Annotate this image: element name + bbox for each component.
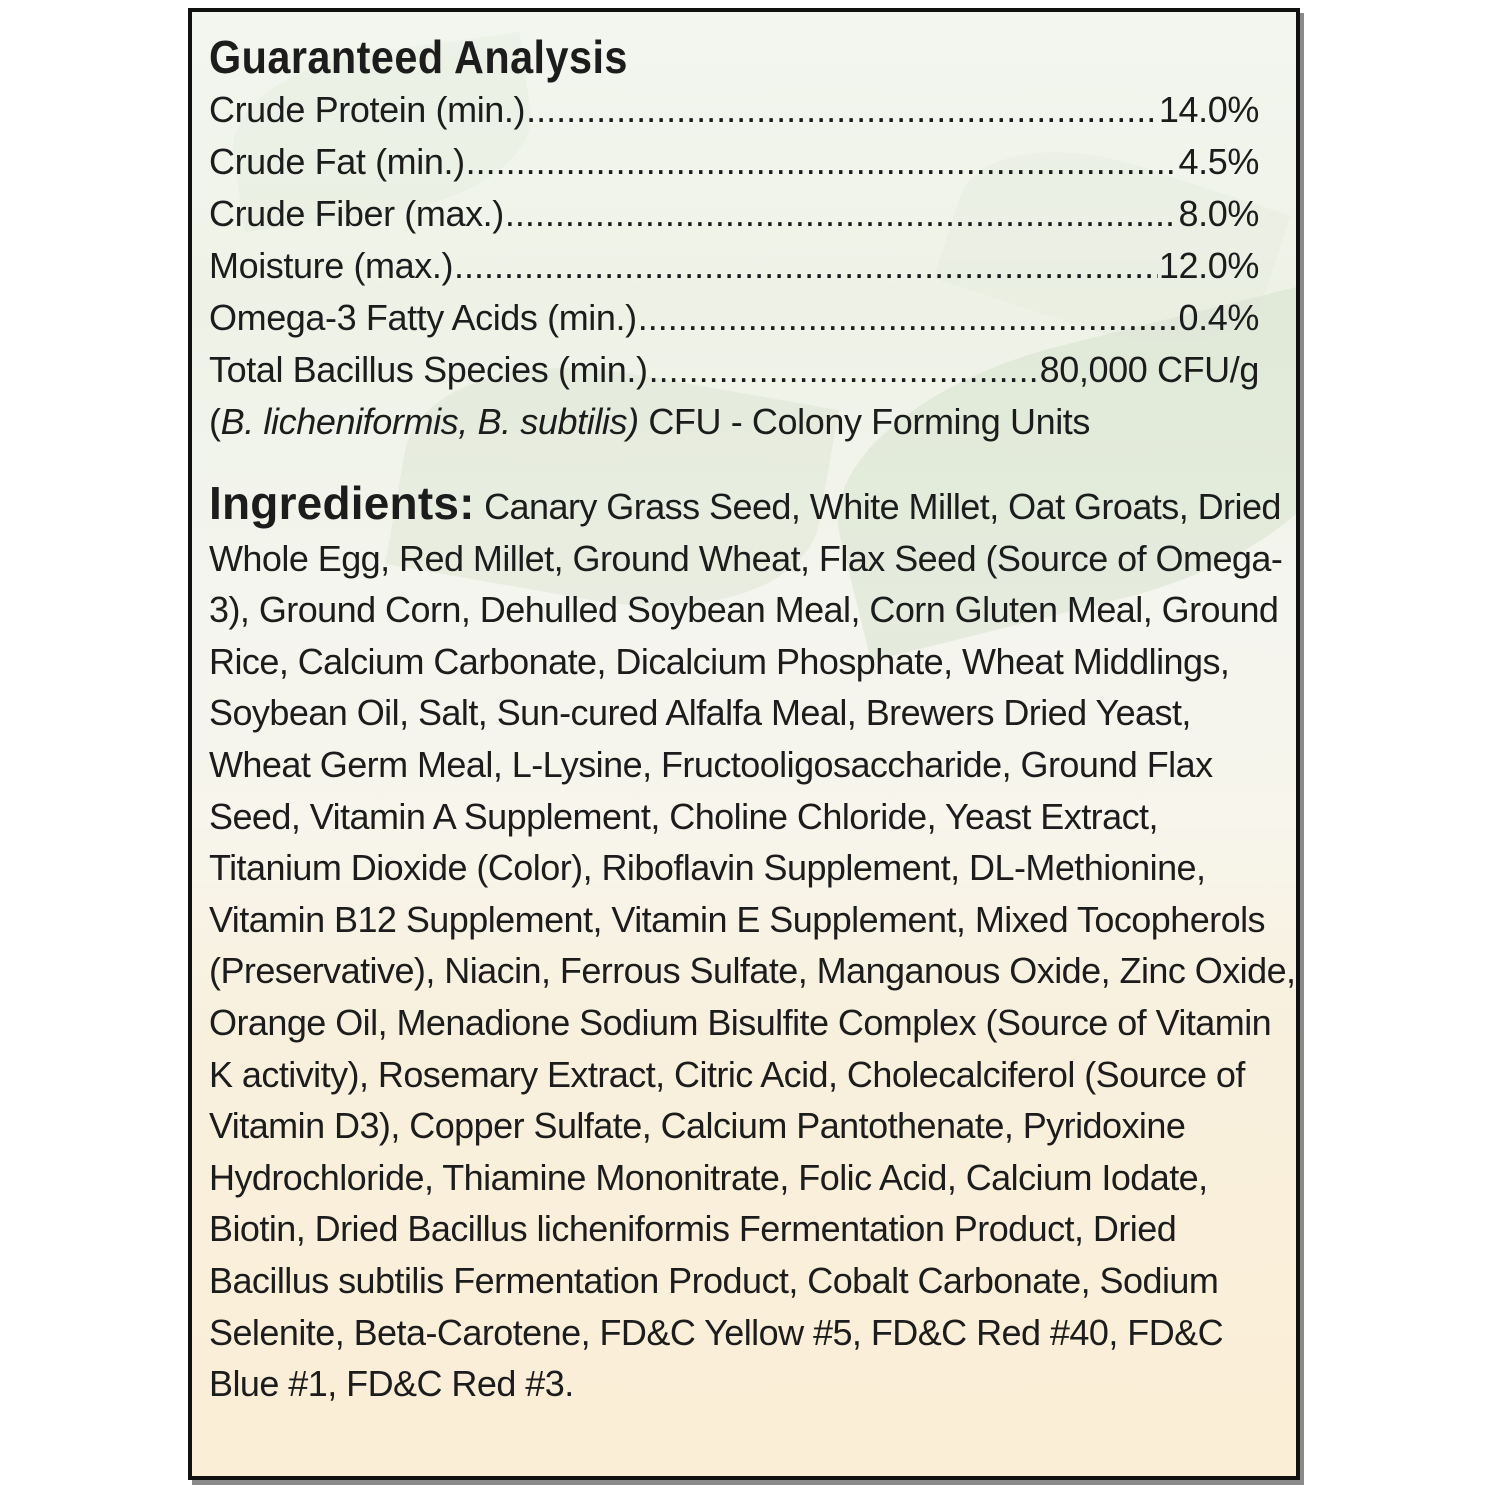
nutrition-label-panel: [188, 8, 1300, 1480]
footnote-open-paren: (: [209, 401, 221, 442]
analysis-row-value: 14.0%: [1158, 89, 1259, 130]
analysis-row-value: 12.0%: [1158, 245, 1259, 286]
dot-leader: [638, 292, 1178, 344]
ingredients-list: Canary Grass Seed, White Millet, Oat Groats, Dried Whole Egg, Red Millet, Ground Wheat, Flax Seed (Source of Omega-3), Ground Corn, Dehulled Soybean Meal, Corn Gluten Meal, Ground Rice, Calcium Carbonate, Dicalcium Phosphate, Wheat Middlings, Soybean Oil, Salt, Sun-cured Alfalfa Meal, Brewers Dried Yeast, Wheat Germ Meal, L-Lysine, Fructooligosaccharide, Ground Flax Seed, Vitamin A Supplement, Choline Chloride, Yeast Extract, Titanium Dioxide (Color), Riboflavin Supplement, DL-Methionine, Vitamin B12 Supplement, Vitamin E Supplement, Mixed Tocopherols (Preservative), Niacin, Ferrous Sulfate, Manganous Oxide, Zinc Oxide, Orange Oil, Menadione Sodium Bisulfite Complex (Source of Vitamin K activity), Rosemary Extract, Citric Acid, Cholecalciferol (Source of Vitamin D3), Copper Sulfate, Calcium Pantothenate, Pyridoxine Hydrochloride, Thiamine Mononitrate, Folic Acid, Calcium Iodate, Biotin, Dried Bacillus licheniformis Fermentation Product, Dried Bacillus subtilis Fermentation Product, Cobalt Carbonate, Sodium Selenite, Beta-Carotene, FD&C Yellow #5, FD&C Red #40, FD&C Blue #1, FD&C Red #3.: [209, 486, 1296, 1405]
analysis-row-value: 4.5%: [1178, 141, 1259, 182]
dot-leader: [454, 240, 1158, 292]
ingredients-paragraph: [209, 478, 1299, 1410]
dot-leader: [526, 84, 1158, 136]
guaranteed-analysis-table: [209, 84, 1259, 396]
cfu-footnote: [209, 396, 1299, 448]
analysis-row: [209, 136, 1259, 188]
ingredients-heading: Ingredients:: [209, 477, 475, 529]
label-content: [209, 30, 1299, 1410]
guaranteed-analysis-title: Guaranteed Analysis: [209, 31, 628, 83]
analysis-row: [209, 84, 1259, 136]
analysis-row-name: Crude Fiber (max.): [209, 193, 504, 234]
dot-leader: [649, 344, 1039, 396]
analysis-row-name: Crude Protein (min.): [209, 89, 526, 130]
footnote-species: B. licheniformis, B. subtilis): [220, 401, 639, 442]
analysis-row: [209, 344, 1259, 396]
analysis-row: [209, 292, 1259, 344]
footnote-definition: CFU - Colony Forming Units: [638, 401, 1091, 442]
analysis-row-name: Crude Fat (min.): [209, 141, 465, 182]
analysis-row-name: Omega-3 Fatty Acids (min.): [209, 297, 637, 338]
dot-leader: [505, 188, 1178, 240]
dot-leader: [466, 136, 1178, 188]
analysis-row-value: 80,000 CFU/g: [1039, 349, 1259, 390]
analysis-row: [209, 240, 1259, 292]
analysis-row-name: Total Bacillus Species (min.): [209, 349, 648, 390]
analysis-row: [209, 188, 1259, 240]
analysis-row-name: Moisture (max.): [209, 245, 454, 286]
analysis-row-value: 8.0%: [1178, 193, 1259, 234]
analysis-row-value: 0.4%: [1178, 297, 1259, 338]
